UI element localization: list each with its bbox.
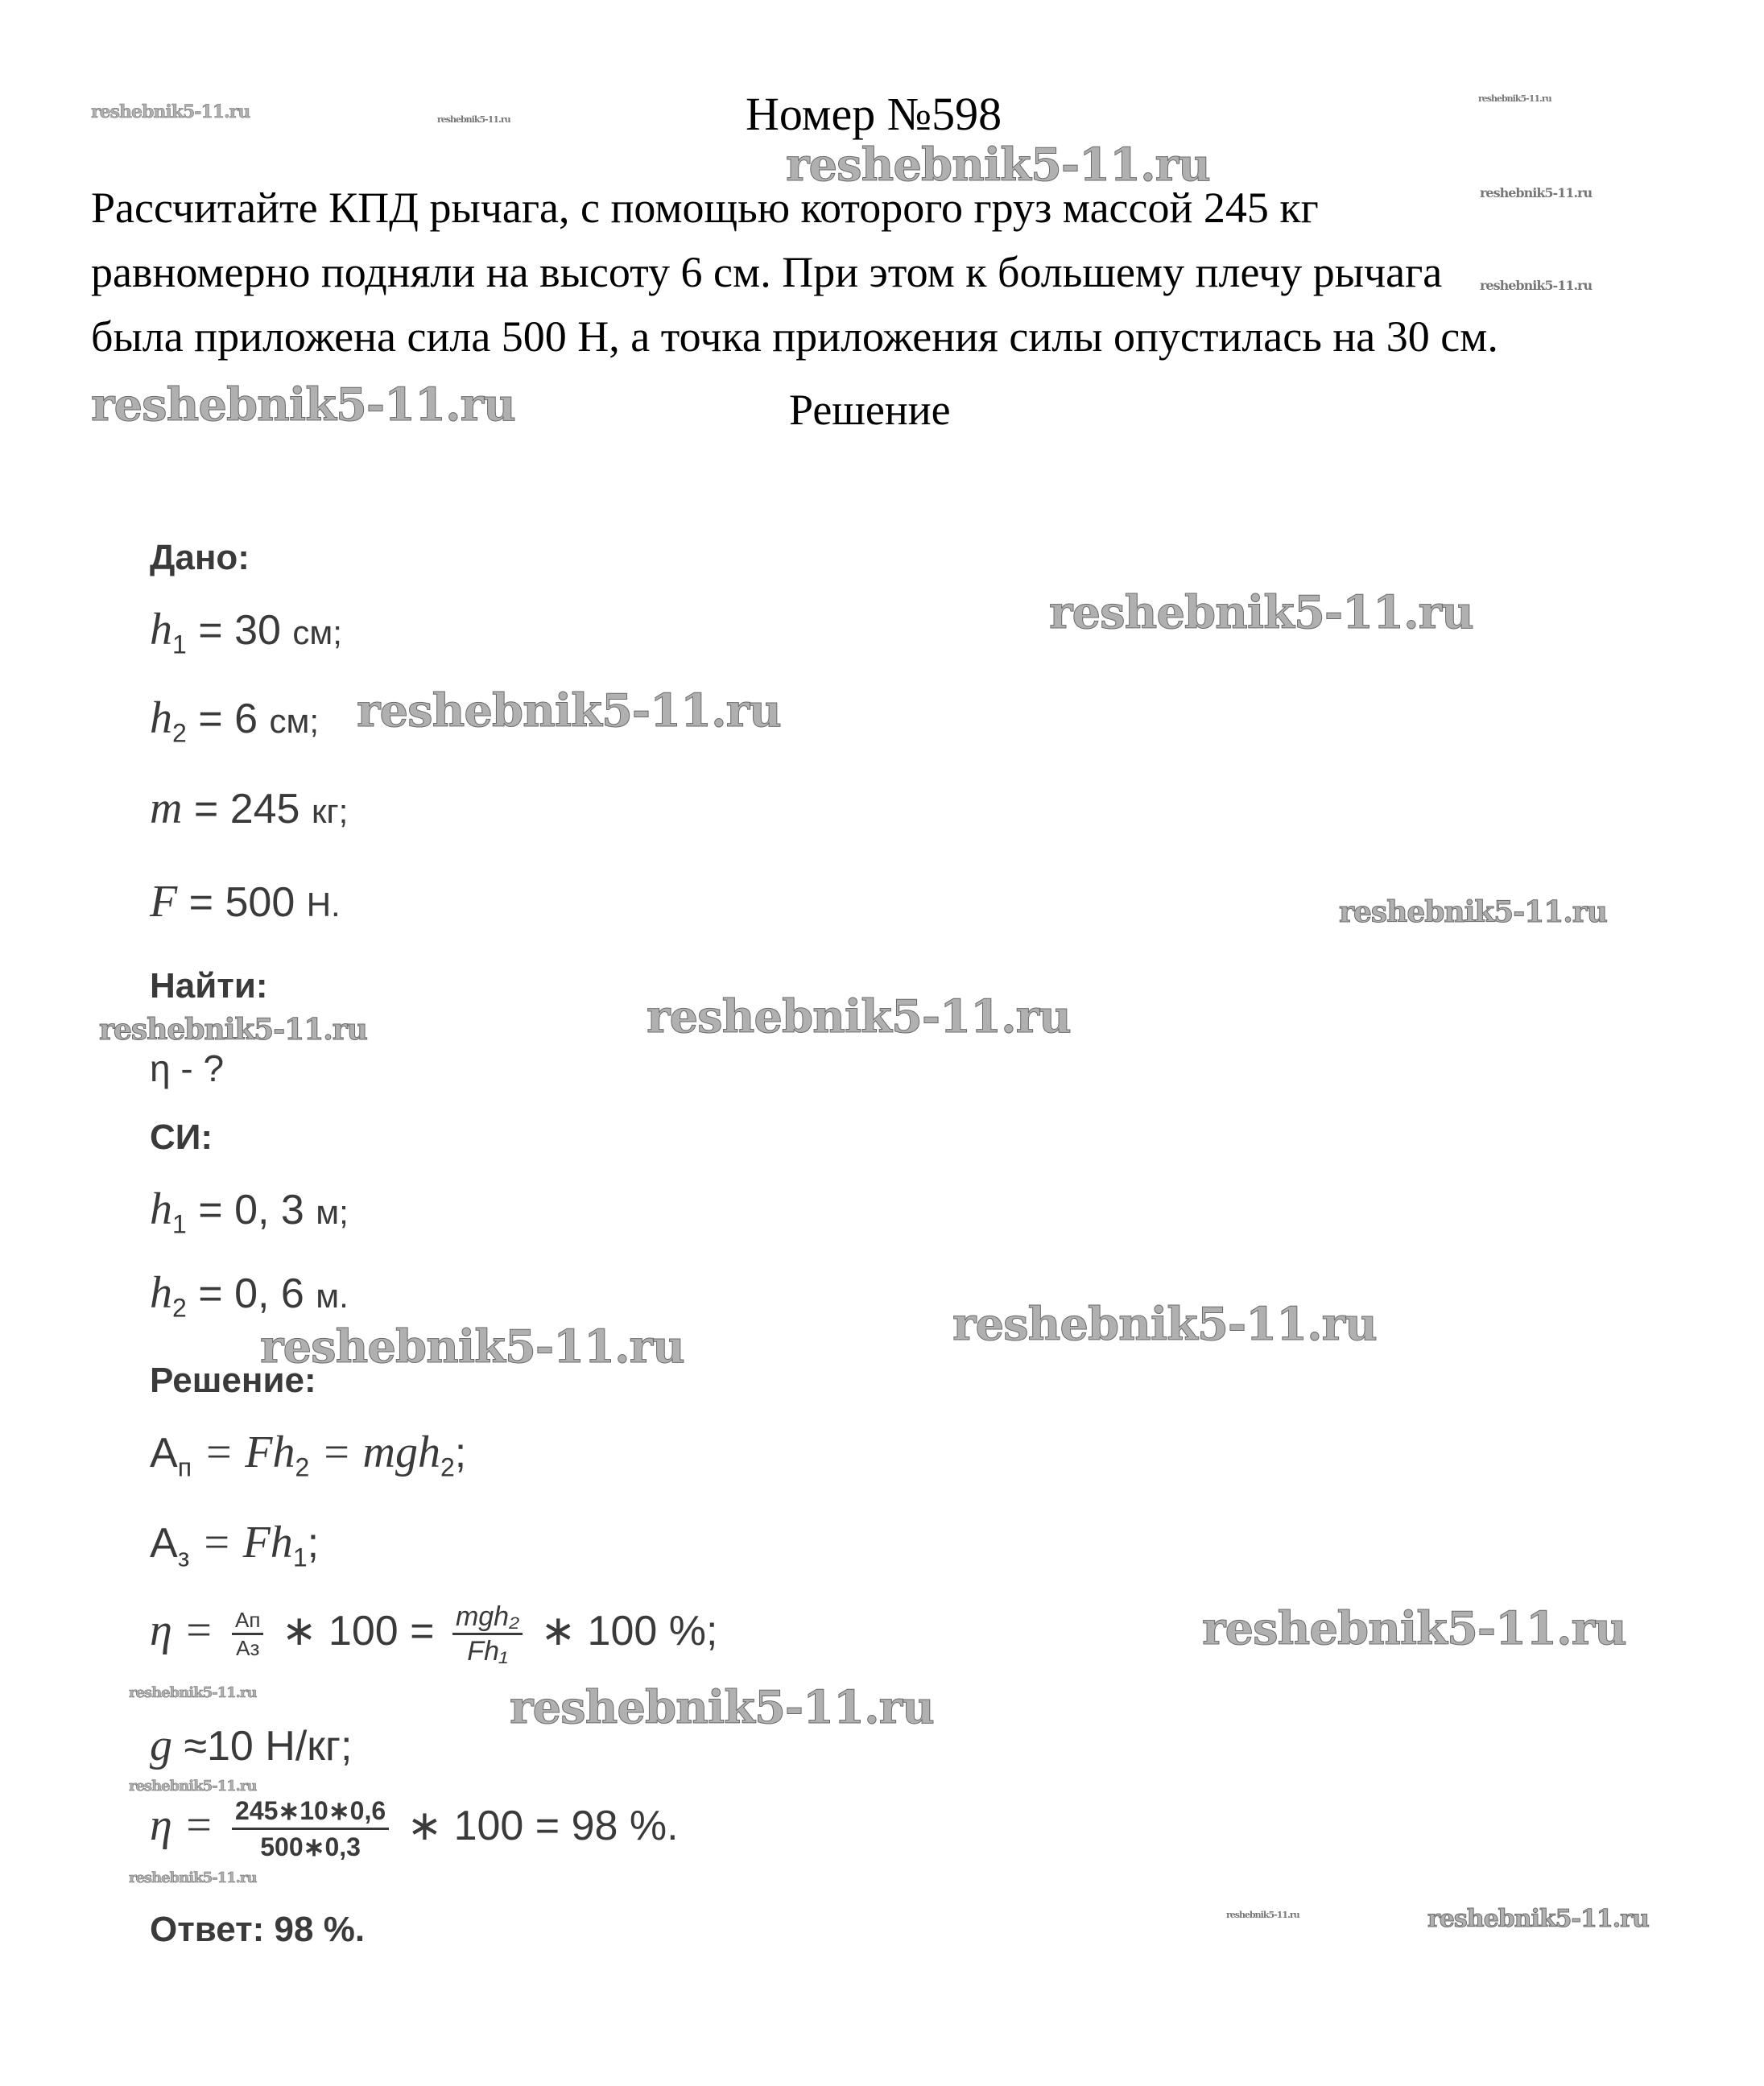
- watermark: reshebnik5-11.ru: [786, 138, 1210, 192]
- watermark: reshebnik5-11.ru: [129, 1684, 257, 1701]
- work-useful: $A_п = Fh_2 = mgh_2$;: [150, 1427, 467, 1482]
- watermark: reshebnik5-11.ru: [91, 378, 515, 432]
- watermark: reshebnik5-11.ru: [437, 114, 510, 125]
- given-m: m = 245 кг;: [150, 783, 349, 833]
- efficiency-calc: η = $\frac{245∗10∗0,6}{500∗0,3}$ ∗ 100 = 98 %.: [150, 1794, 679, 1864]
- fraction-calc: $\frac{245∗10∗0,6}{500∗0,3}$: [232, 1794, 389, 1864]
- watermark: reshebnik5-11.ru: [647, 990, 1071, 1043]
- watermark: reshebnik5-11.ru: [1226, 1910, 1299, 1920]
- watermark: reshebnik5-11.ru: [1202, 1602, 1626, 1655]
- page-title: Номер №598: [746, 88, 1002, 140]
- si-header: СИ:: [150, 1117, 213, 1157]
- watermark: reshebnik5-11.ru: [357, 684, 781, 737]
- problem-line: была приложена сила 500 Н, а точка приложения силы опустилась на 30 см.: [91, 312, 1498, 361]
- watermark: reshebnik5-11.ru: [952, 1298, 1377, 1351]
- solution-title: Решение: [789, 386, 951, 434]
- given-h2: $h_2 = 6$ см;: [150, 693, 319, 748]
- fraction-work: $\frac{Aп}{Aз}$: [232, 1607, 263, 1661]
- watermark: reshebnik5-11.ru: [510, 1681, 934, 1734]
- answer: Ответ: 98 %.: [150, 1910, 366, 1949]
- work-total: $A_з = Fh_1$;: [150, 1518, 320, 1572]
- find-eta: η - ?: [150, 1047, 225, 1089]
- si-h1: $h_1 = 0$, 3 м;: [150, 1184, 349, 1239]
- watermark: reshebnik5-11.ru: [129, 1778, 257, 1795]
- watermark: reshebnik5-11.ru: [1480, 278, 1593, 293]
- given-F: F = 500 Н.: [150, 877, 341, 927]
- fraction-mgh: $\frac{\text{mgh₂}}{\text{Fh₁}}$: [452, 1601, 523, 1667]
- watermark: reshebnik5-11.ru: [129, 1869, 257, 1886]
- watermark: reshebnik5-11.ru: [260, 1320, 684, 1373]
- problem-line: Рассчитайте КПД рычага, с помощью которого груз массой 245 кг: [91, 184, 1319, 232]
- watermark: reshebnik5-11.ru: [1478, 93, 1551, 104]
- efficiency-formula: η = $\frac{Aп}{Aз}$ ∗ 100 = $\frac{\text{mgh₂}}{\text{Fh₁}}$ ∗ 100 %;: [150, 1601, 718, 1667]
- given-h1: $h_1 = 30$ см;: [150, 605, 342, 659]
- si-h2: $h_2 = 0$, 6 м.: [150, 1268, 349, 1323]
- watermark: reshebnik5-11.ru: [1049, 586, 1473, 639]
- find-header: Найти:: [150, 966, 268, 1006]
- solution-header: Решение:: [150, 1361, 316, 1400]
- problem-line: равномерно подняли на высоту 6 см. При этом к большему плечу рычага: [91, 248, 1443, 296]
- watermark: reshebnik5-11.ru: [91, 101, 250, 122]
- given-header: Дано:: [150, 538, 250, 577]
- gravity-value: g ≈10 Н/кг;: [150, 1720, 353, 1770]
- watermark: reshebnik5-11.ru: [1427, 1905, 1649, 1933]
- watermark: reshebnik5-11.ru: [1480, 185, 1593, 200]
- watermark: reshebnik5-11.ru: [1339, 895, 1607, 929]
- problem-statement: [91, 176, 1498, 369]
- watermark: reshebnik5-11.ru: [99, 1013, 367, 1047]
